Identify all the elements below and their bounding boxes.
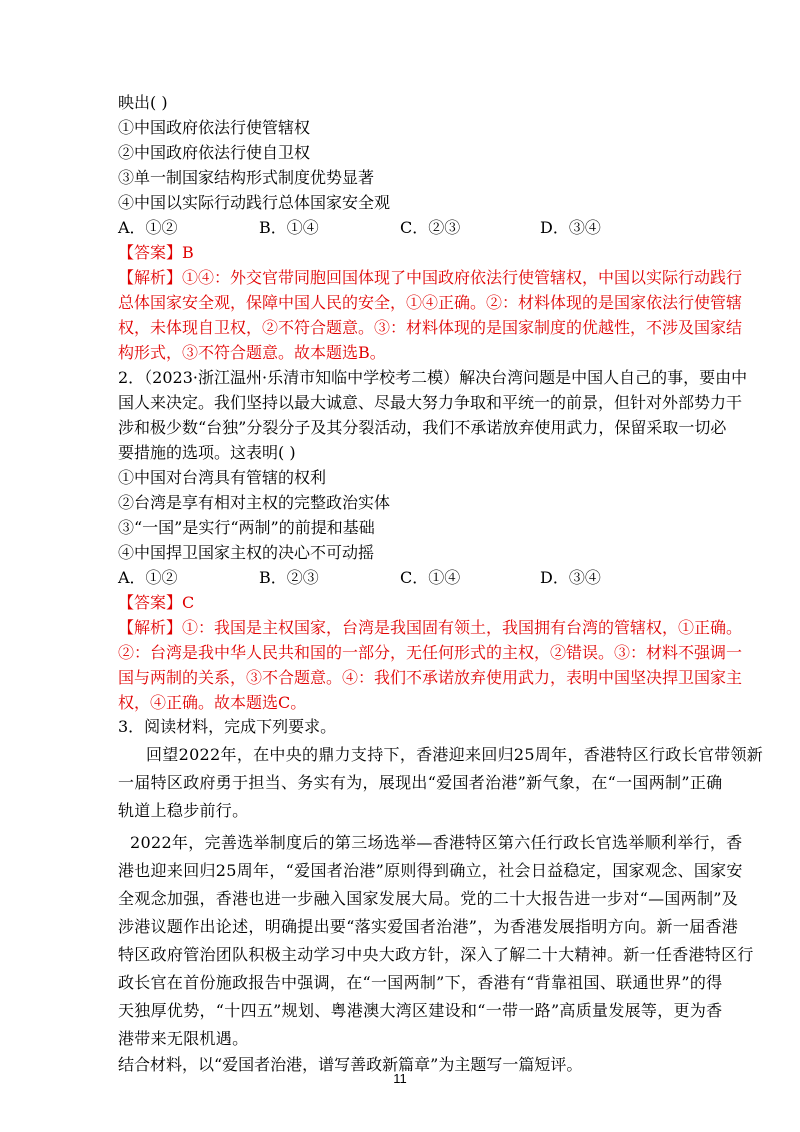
q3-para2-line-6: 政长官在首份施政报告中强调，在“一国两制”下，香港有“背靠祖国、联通世界”的得 bbox=[118, 973, 723, 992]
q2-analysis-line-2: ②：台湾是我中华人民共和国的一部分，无任何形式的主权，②错误。③：材料不强调一 bbox=[118, 643, 743, 662]
q1-analysis-line-3: 权，未体现自卫权，②不符合题意。③：材料体现的是国家制度的优越性，不涉及国家结 bbox=[118, 318, 743, 337]
q1-item-3: ③单一制国家结构形式制度优势显著 bbox=[118, 168, 375, 187]
q2-stem-line-2: 国人来决定。我们坚持以最大诚意、尽最大努力争取和平统一的前景，但针对外部势力干 bbox=[118, 393, 743, 412]
q1-analysis-line-2: 总体国家安全观，保障中国人民的安全，①④正确。②：材料体现的是国家依法行使管辖 bbox=[118, 293, 743, 312]
q1-option-c: C．②③ bbox=[400, 218, 461, 237]
q2-analysis-line-1: 【解析】①：我国是主权国家，台湾是我国固有领土，我国拥有台湾的管辖权，①正确。 bbox=[118, 618, 743, 637]
q3-para2-line-3: 全观念加强，香港也进一步融入国家发展大局。党的二十大报告进一步对“—国两制”及 bbox=[118, 889, 739, 908]
q2-stem-line-1: 2．（2023·浙江温州·乐清市知临中学校考二模）解决台湾问题是中国人自己的事，要由中 bbox=[118, 368, 748, 387]
q2-item-1: ①中国对台湾具有管辖的权利 bbox=[118, 468, 327, 487]
q3-title: 3．阅读材料，完成下列要求。 bbox=[118, 717, 337, 736]
q1-option-a: A．①② bbox=[118, 218, 178, 237]
q1-option-d: D．③④ bbox=[540, 218, 601, 237]
q3-para2-line-7: 天独厚优势，“十四五”规划、粤港澳大湾区建设和“一带一路”高质量发展等，更为香 bbox=[118, 1001, 723, 1020]
q1-item-4: ④中国以实际行动践行总体国家安全观 bbox=[118, 193, 391, 212]
q2-stem-line-4: 要措施的选项。这表明( ) bbox=[118, 443, 296, 462]
q1-item-2: ②中国政府依法行使自卫权 bbox=[118, 143, 311, 162]
q2-item-4: ④中国捍卫国家主权的决心不可动摇 bbox=[118, 543, 375, 562]
q3-para1-line-1: 回望2022年，在中央的鼎力支持下，香港迎来回归25周年，香港特区行政长官带领新 bbox=[146, 745, 764, 764]
q1-analysis-line-1: 【解析】①④：外交官带同胞回国体现了中国政府依法行使管辖权，中国以实际行动践行 bbox=[118, 268, 743, 287]
q2-analysis-line-4: 权，④正确。故本题选C。 bbox=[118, 693, 307, 712]
q1-analysis-line-4: 构形式，③不符合题意。故本题选B。 bbox=[118, 343, 386, 362]
page-number: 11 bbox=[393, 1071, 407, 1086]
q3-para2-line-5: 特区政府管治团队积极主动学习中央大政方针，深入了解二十大精神。新一任香港特区行 bbox=[118, 945, 754, 964]
q1-item-1: ①中国政府依法行使管辖权 bbox=[118, 118, 311, 137]
q2-analysis-line-3: 国与两制的关系，③不合题意。④：我们不承诺放弃使用武力，表明中国坚决捍卫国家主 bbox=[118, 668, 743, 687]
q2-option-b: B．②③ bbox=[259, 568, 319, 587]
q2-item-2: ②台湾是享有相对主权的完整政治实体 bbox=[118, 493, 391, 512]
q2-stem-line-3: 涉和极少数“台独”分裂分子及其分裂活动，我们不承诺放弃使用武力，保留采取一切必 bbox=[118, 418, 727, 437]
q3-para2-line-8: 港带来无限机遇。 bbox=[118, 1029, 249, 1048]
q1-stem-tail: 映出( ) bbox=[118, 93, 168, 112]
q3-para2-line-2: 港也迎来回归25周年，“爱国者治港”原则得到确立，社会日益稳定，国家观念、国家安 bbox=[118, 861, 743, 880]
q2-option-c: C．①④ bbox=[400, 568, 461, 587]
q1-answer: 【答案】B bbox=[118, 243, 194, 262]
q2-option-d: D．③④ bbox=[540, 568, 601, 587]
q3-para2-line-4: 涉港议题作出论述，明确提出要“落实爱国者治港”，为香港发展指明方向。新一届香港 bbox=[118, 917, 739, 936]
q2-answer: 【答案】C bbox=[118, 593, 195, 612]
q2-option-a: A．①② bbox=[118, 568, 178, 587]
q3-para1-line-2: 一届特区政府勇于担当、务实有为，展现出“爱国者治港”新气象，在“一国两制”正确 bbox=[118, 773, 723, 792]
q3-task: 结合材料，以“爱国者治港，谱写善政新篇章”为主题写一篇短评。 bbox=[118, 1055, 583, 1074]
q1-option-b: B．①④ bbox=[259, 218, 319, 237]
q3-para2-line-1: 2022年，完善选举制度后的第三场选举—香港特区第六任行政长官选举顺利举行，香 bbox=[130, 833, 743, 852]
q3-para1-line-3: 轨道上稳步前行。 bbox=[118, 801, 249, 820]
q2-item-3: ③“一国”是实行“两制”的前提和基础 bbox=[118, 518, 375, 537]
